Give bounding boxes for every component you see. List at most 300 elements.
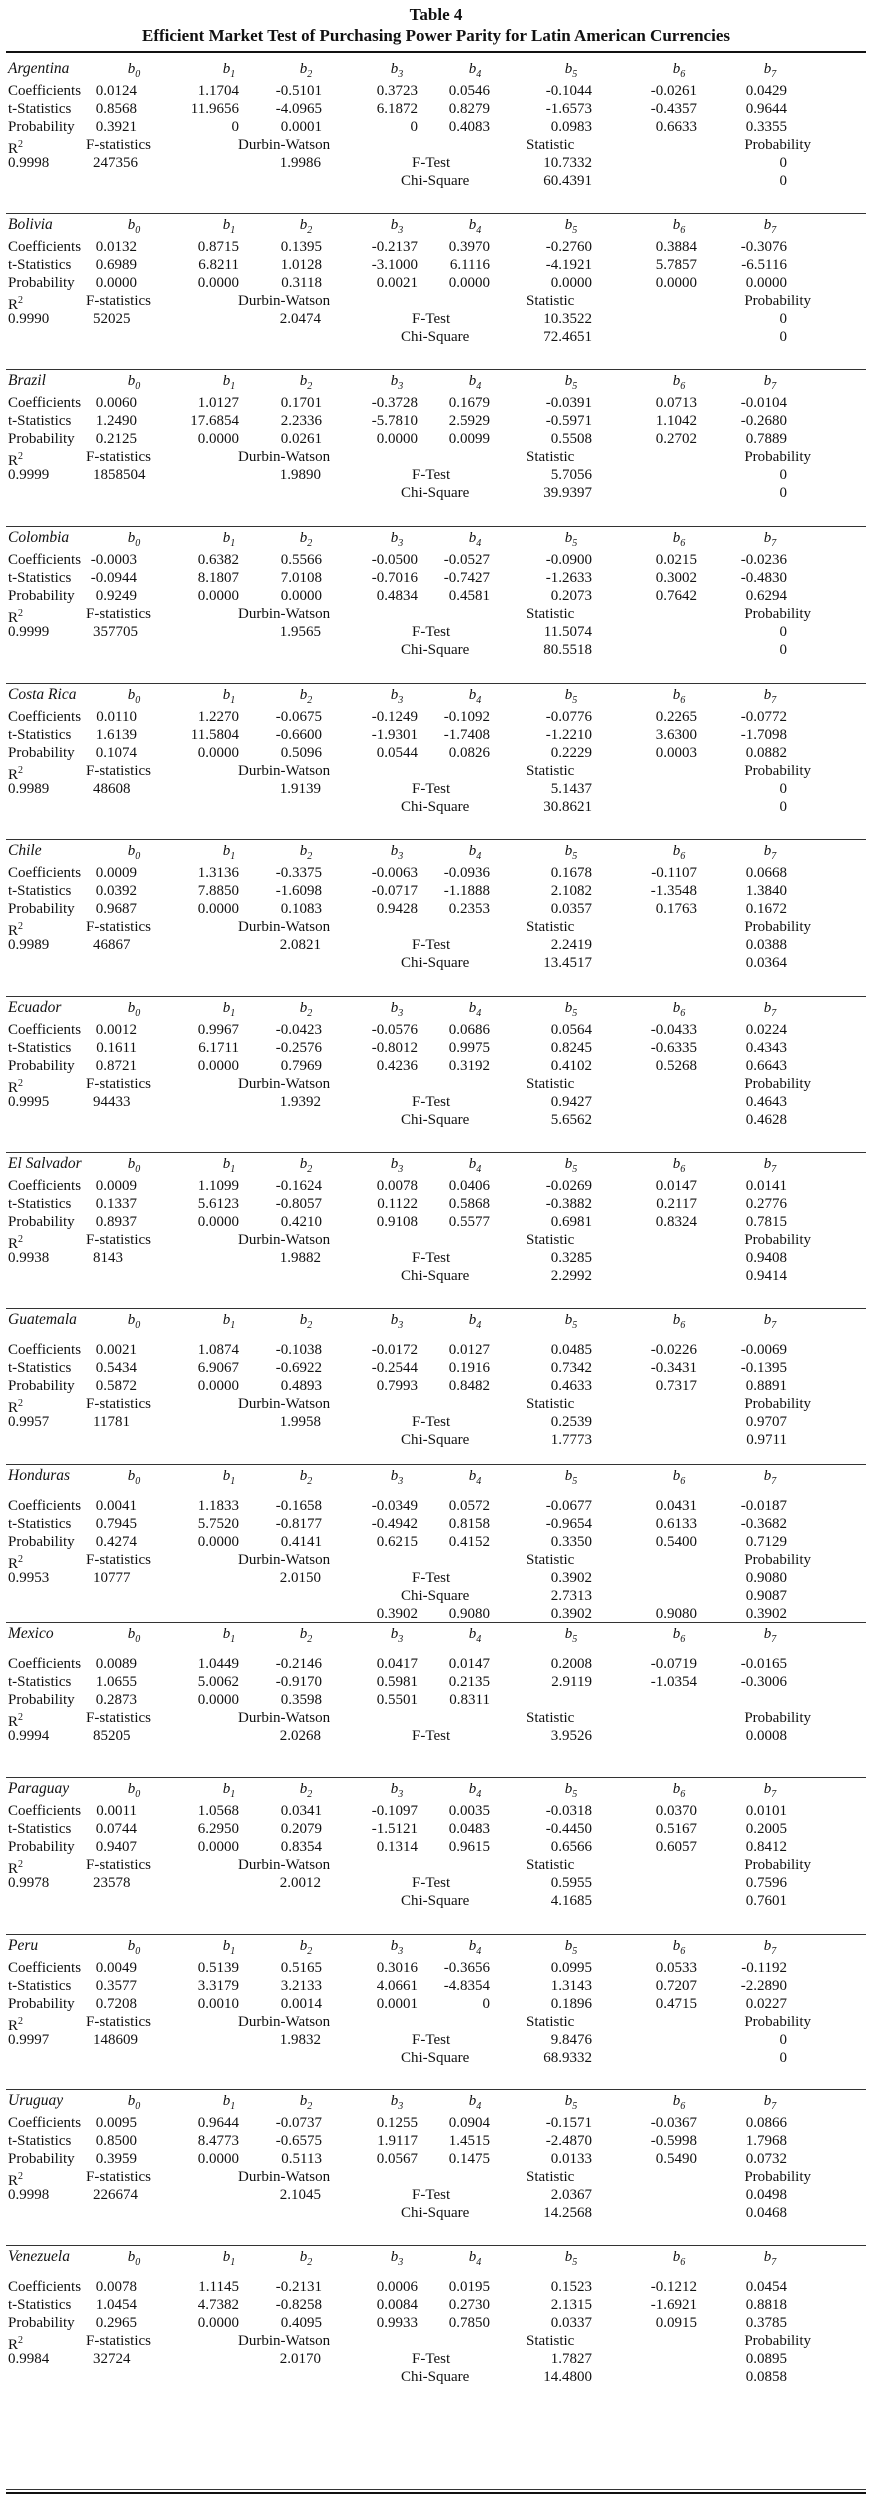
chi-square-label: Chi-Square: [401, 2050, 470, 2066]
probability-label: Probability: [744, 293, 811, 309]
header-b3: $b_3$: [390, 61, 404, 80]
value-cell: 0.0215: [655, 552, 697, 568]
header-b7: $b_7$: [763, 373, 777, 392]
value-cell: 0.9644: [197, 2115, 239, 2131]
chi-square-label: Chi-Square: [401, 173, 470, 189]
value-cell: 0.0021: [95, 1342, 137, 1358]
chi-square-row: [6, 798, 866, 816]
chi-square-probability: 0.9711: [746, 1432, 787, 1448]
r-squared-label: $R^2$: [8, 608, 24, 626]
statistic-label: Statistic: [526, 137, 575, 153]
value-cell: 0.8354: [280, 1839, 322, 1855]
summary-label-row: [6, 918, 866, 939]
value-cell: 0.4893: [280, 1378, 322, 1394]
durbin-watson-label: Durbin-Watson: [238, 1232, 331, 1248]
value-cell: 0.2776: [745, 1196, 787, 1212]
row-label: t-Statistics: [8, 570, 72, 586]
value-cell: 0.1395: [280, 239, 322, 255]
row-label: t-Statistics: [8, 727, 72, 743]
value-cell: 0.0012: [95, 1022, 137, 1038]
header-b5: $b_5$: [564, 2249, 578, 2268]
f-test-statistic: 2.0367: [550, 2187, 592, 2203]
value-cell: -2.2890: [740, 1978, 787, 1994]
value-cell: 3.2133: [280, 1978, 322, 1994]
summary-value-row: [6, 623, 866, 641]
chi-square-label: Chi-Square: [401, 1588, 470, 1604]
value-cell: -0.8012: [371, 1040, 418, 1056]
row-label: t-Statistics: [8, 1196, 72, 1212]
value-cell: 0.6989: [95, 257, 137, 273]
value-cell: 1.2270: [197, 709, 239, 725]
coefficients-row: [6, 238, 866, 256]
value-cell: 0.9975: [448, 1040, 490, 1056]
country-name: Paraguay: [8, 1780, 70, 1797]
row-label: Probability: [8, 2151, 75, 2167]
header-b6: $b_6$: [672, 1626, 686, 1645]
value-cell: -0.1192: [741, 1960, 787, 1976]
value-cell: 1.0568: [197, 1803, 239, 1819]
value-cell: 0.0485: [550, 1342, 592, 1358]
durbin-watson-label: Durbin-Watson: [238, 2169, 331, 2185]
country-name: Chile: [8, 842, 42, 859]
header-b4: $b_4$: [468, 1156, 482, 1175]
header-b4: $b_4$: [468, 1781, 482, 1800]
probability-label: Probability: [744, 919, 811, 935]
header-b1: $b_1$: [222, 530, 236, 549]
value-cell: -4.0965: [275, 101, 322, 117]
header-b4: $b_4$: [468, 217, 482, 236]
value-cell: 0.5165: [280, 1960, 322, 1976]
value-cell: 0.2008: [550, 1656, 592, 1672]
value-cell: 0.0078: [95, 2279, 137, 2295]
header-b0: $b_0$: [127, 530, 141, 549]
durbin-watson-label: Durbin-Watson: [238, 2014, 331, 2030]
chi-square-probability: 0.9414: [745, 1268, 787, 1284]
value-cell: -0.0165: [740, 1656, 787, 1672]
value-cell: 0.0006: [376, 2279, 418, 2295]
row-label: Coefficients: [8, 709, 82, 725]
value-cell: 0.4236: [376, 1058, 418, 1074]
header-b2: $b_2$: [299, 61, 313, 80]
f-test-probability: 0.7596: [745, 1875, 787, 1891]
value-cell: -0.3728: [371, 395, 418, 411]
durbin-watson-value: 2.0012: [279, 1875, 321, 1891]
value-cell: 0.1679: [448, 395, 490, 411]
statistic-label: Statistic: [526, 763, 575, 779]
f-test-statistic: 2.2419: [550, 937, 592, 953]
value-cell: 0.0147: [655, 1178, 697, 1194]
durbin-watson-value: 1.9986: [279, 155, 321, 171]
value-cell: 0.7342: [550, 1360, 592, 1376]
f-test-label: F-Test: [412, 781, 451, 797]
header-b5: $b_5$: [564, 687, 578, 706]
probability-row: [6, 430, 866, 448]
probability-label: Probability: [744, 2333, 811, 2349]
value-cell: 6.9067: [197, 1360, 239, 1376]
extra-value-cell: 0.3902: [376, 1606, 418, 1622]
header-b3: $b_3$: [390, 687, 404, 706]
value-cell: 0.2079: [280, 1821, 322, 1837]
value-cell: 0.7317: [655, 1378, 697, 1394]
chi-square-row: [6, 2368, 866, 2386]
summary-value-row: [6, 1249, 866, 1267]
value-cell: 0.2873: [95, 1692, 137, 1708]
row-label: Coefficients: [8, 2115, 82, 2131]
row-label: Coefficients: [8, 239, 82, 255]
chi-square-statistic: 1.7773: [550, 1432, 592, 1448]
value-cell: 0.0000: [197, 1058, 239, 1074]
value-cell: 0.1255: [376, 2115, 418, 2131]
value-cell: 0.0132: [95, 239, 137, 255]
value-cell: -0.0576: [371, 1022, 418, 1038]
f-test-statistic: 0.5955: [550, 1875, 592, 1891]
header-b3: $b_3$: [390, 2249, 404, 2268]
value-cell: 1.3136: [197, 865, 239, 881]
durbin-watson-label: Durbin-Watson: [238, 1710, 331, 1726]
value-cell: 0.0000: [280, 588, 322, 604]
value-cell: 0.0060: [95, 395, 137, 411]
value-cell: -0.3882: [545, 1196, 592, 1212]
durbin-watson-value: 2.1045: [279, 2187, 321, 2203]
header-b5: $b_5$: [564, 61, 578, 80]
value-cell: -0.0069: [740, 1342, 787, 1358]
chi-square-row: [6, 1431, 866, 1449]
durbin-watson-value: 1.9890: [279, 467, 321, 483]
value-cell: 0.0133: [550, 2151, 592, 2167]
f-test-probability: 0.0498: [745, 2187, 787, 2203]
value-cell: -0.0269: [545, 1178, 592, 1194]
header-b3: $b_3$: [390, 1156, 404, 1175]
value-cell: 17.6854: [190, 413, 239, 429]
value-cell: 2.9119: [551, 1674, 592, 1690]
value-cell: 0.0000: [197, 2151, 239, 2167]
value-cell: 0.8279: [448, 101, 490, 117]
r-squared-label: $R^2$: [8, 2171, 24, 2189]
row-label: Probability: [8, 1839, 75, 1855]
value-cell: 0.3598: [280, 1692, 322, 1708]
chi-square-statistic: 14.4800: [543, 2369, 592, 2385]
value-cell: 0.0001: [280, 119, 322, 135]
value-cell: 0.8311: [449, 1692, 490, 1708]
value-cell: -0.3656: [443, 1960, 490, 1976]
f-statistics-value: 23578: [93, 1875, 131, 1891]
summary-value-row: [6, 310, 866, 328]
r-squared-value: 0.9994: [8, 1728, 50, 1744]
coefficients-row: [6, 2114, 866, 2132]
value-cell: -0.0500: [371, 552, 418, 568]
chi-square-row: [6, 2049, 866, 2067]
value-cell: -0.0527: [443, 552, 490, 568]
chi-square-row: [6, 1111, 866, 1129]
chi-square-statistic: 39.9397: [543, 485, 592, 501]
coefficients-row: [6, 1021, 866, 1039]
value-cell: 0.0417: [376, 1656, 418, 1672]
country-name: Costa Rica: [8, 686, 77, 703]
coefficient-header-row: [6, 2248, 866, 2266]
value-cell: -0.0226: [650, 1342, 697, 1358]
value-cell: 7.8850: [197, 883, 239, 899]
value-cell: 0.9687: [95, 901, 137, 917]
value-cell: 4.0661: [376, 1978, 418, 1994]
f-statistics-value: 94433: [93, 1094, 131, 1110]
value-cell: 0.0546: [448, 83, 490, 99]
header-b2: $b_2$: [299, 1000, 313, 1019]
chi-square-label: Chi-Square: [401, 2205, 470, 2221]
f-statistics-label: F-statistics: [86, 2014, 152, 2030]
f-test-label: F-Test: [412, 1414, 451, 1430]
header-b7: $b_7$: [763, 1156, 777, 1175]
extra-values-row: [6, 1605, 866, 1623]
header-b4: $b_4$: [468, 1000, 482, 1019]
row-label: t-Statistics: [8, 2133, 72, 2149]
value-cell: 0.3723: [376, 83, 418, 99]
value-cell: 0.0000: [197, 745, 239, 761]
t-statistics-row: [6, 1195, 866, 1213]
value-cell: -0.7427: [443, 570, 490, 586]
value-cell: -0.6600: [275, 727, 322, 743]
value-cell: 0.0011: [96, 1803, 137, 1819]
value-cell: 1.0874: [197, 1342, 239, 1358]
value-cell: 0.0567: [376, 2151, 418, 2167]
value-cell: -0.9654: [545, 1516, 592, 1532]
chi-square-probability: 0.7601: [745, 1893, 787, 1909]
r-squared-value: 0.9998: [8, 155, 50, 171]
chi-square-statistic: 60.4391: [543, 173, 592, 189]
statistic-label: Statistic: [526, 293, 575, 309]
r-squared-value: 0.9984: [8, 2351, 50, 2367]
header-b5: $b_5$: [564, 1468, 578, 1487]
country-name: Brazil: [8, 372, 46, 389]
value-cell: 2.1082: [550, 883, 592, 899]
f-statistics-label: F-statistics: [86, 1076, 152, 1092]
value-cell: -0.4357: [650, 101, 697, 117]
value-cell: 0.0000: [197, 1214, 239, 1230]
probability-label: Probability: [744, 2169, 811, 2185]
value-cell: 0: [231, 119, 239, 135]
value-cell: 0.4834: [376, 588, 418, 604]
row-label: t-Statistics: [8, 1516, 72, 1532]
value-cell: 0.7969: [280, 1058, 322, 1074]
row-label: Coefficients: [8, 552, 82, 568]
country-name: Ecuador: [8, 999, 62, 1016]
f-test-label: F-Test: [412, 155, 451, 171]
header-b3: $b_3$: [390, 530, 404, 549]
value-cell: -0.1395: [740, 1360, 787, 1376]
summary-value-row: [6, 780, 866, 798]
header-b0: $b_0$: [127, 1156, 141, 1175]
row-label: Coefficients: [8, 1960, 82, 1976]
f-statistics-value: 10777: [93, 1570, 131, 1586]
row-label: Coefficients: [8, 1656, 82, 1672]
value-cell: 0.0000: [745, 275, 787, 291]
value-cell: -0.0172: [371, 1342, 418, 1358]
f-statistics-value: 32724: [93, 2351, 131, 2367]
coefficients-row: [6, 708, 866, 726]
row-label: t-Statistics: [8, 1674, 72, 1690]
f-statistics-value: 11781: [93, 1414, 130, 1430]
chi-square-statistic: 2.7313: [550, 1588, 592, 1604]
header-b1: $b_1$: [222, 1468, 236, 1487]
row-label: Coefficients: [8, 1342, 82, 1358]
header-b1: $b_1$: [222, 843, 236, 862]
probability-label: Probability: [744, 1857, 811, 1873]
header-b6: $b_6$: [672, 843, 686, 862]
f-test-statistic: 3.9526: [550, 1728, 592, 1744]
country-name: Mexico: [8, 1625, 54, 1642]
row-label: Probability: [8, 588, 75, 604]
row-label: t-Statistics: [8, 883, 72, 899]
chi-square-label: Chi-Square: [401, 1432, 470, 1448]
country-name: Honduras: [8, 1467, 71, 1484]
durbin-watson-label: Durbin-Watson: [238, 1076, 331, 1092]
value-cell: -0.0423: [275, 1022, 322, 1038]
f-test-label: F-Test: [412, 937, 451, 953]
value-cell: -0.0772: [740, 709, 787, 725]
value-cell: 0.0000: [197, 1534, 239, 1550]
value-cell: -1.3548: [650, 883, 697, 899]
probability-row: [6, 118, 866, 136]
value-cell: 0.7207: [655, 1978, 697, 1994]
value-cell: 0.5268: [655, 1058, 697, 1074]
value-cell: 0.9428: [376, 901, 418, 917]
probability-row: [6, 744, 866, 762]
header-b6: $b_6$: [672, 1781, 686, 1800]
value-cell: 0.8721: [95, 1058, 137, 1074]
value-cell: 0.0084: [376, 2297, 418, 2313]
value-cell: 6.1711: [198, 1040, 239, 1056]
chi-square-probability: 0: [779, 173, 787, 189]
header-b7: $b_7$: [763, 2249, 777, 2268]
value-cell: 0.9249: [95, 588, 137, 604]
value-cell: 0.0995: [550, 1960, 592, 1976]
durbin-watson-value: 2.0474: [279, 311, 321, 327]
header-b5: $b_5$: [564, 1000, 578, 1019]
section-divider: [6, 2489, 866, 2490]
value-cell: -0.2680: [740, 413, 787, 429]
durbin-watson-value: 1.9832: [279, 2032, 321, 2048]
f-test-probability: 0: [779, 467, 787, 483]
coefficient-header-row: [6, 529, 866, 547]
f-test-statistic: 0.3285: [550, 1250, 592, 1266]
value-cell: 0.9967: [197, 1022, 239, 1038]
header-b1: $b_1$: [222, 1156, 236, 1175]
value-cell: -0.0675: [275, 709, 322, 725]
chi-square-probability: 0: [779, 2050, 787, 2066]
value-cell: -0.1097: [371, 1803, 418, 1819]
country-name: Venezuela: [8, 2248, 70, 2265]
probability-row: [6, 1691, 866, 1709]
probability-row: [6, 1213, 866, 1231]
value-cell: -0.8177: [275, 1516, 322, 1532]
table-number: Table 4: [409, 5, 463, 24]
chi-square-row: [6, 641, 866, 659]
row-label: Probability: [8, 901, 75, 917]
value-cell: 0.2702: [655, 431, 697, 447]
value-cell: 0.4274: [95, 1534, 137, 1550]
header-b5: $b_5$: [564, 373, 578, 392]
f-statistics-label: F-statistics: [86, 1710, 152, 1726]
value-cell: -0.1212: [650, 2279, 697, 2295]
value-cell: 0.2353: [448, 901, 490, 917]
statistic-label: Statistic: [526, 919, 575, 935]
value-cell: 0.0227: [745, 1996, 787, 2012]
row-label: Coefficients: [8, 1803, 82, 1819]
value-cell: 0.4102: [550, 1058, 592, 1074]
value-cell: -0.4450: [545, 1821, 592, 1837]
value-cell: 0.0000: [376, 431, 418, 447]
coefficient-header-row: [6, 216, 866, 234]
f-test-probability: 0.4643: [745, 1094, 787, 1110]
summary-label-row: [6, 2168, 866, 2189]
chi-square-statistic: 13.4517: [543, 955, 592, 971]
summary-label-row: [6, 2013, 866, 2034]
chi-square-probability: 0.0858: [745, 2369, 787, 2385]
header-b6: $b_6$: [672, 1468, 686, 1487]
value-cell: -1.6573: [545, 101, 592, 117]
value-cell: 0.0089: [95, 1656, 137, 1672]
f-statistics-value: 148609: [93, 2032, 138, 2048]
value-cell: 1.7968: [745, 2133, 787, 2149]
t-statistics-row: [6, 1977, 866, 1995]
value-cell: 0.8500: [95, 2133, 137, 2149]
country-block: [6, 1465, 866, 1623]
summary-label-row: [6, 2332, 866, 2353]
country-block: [6, 840, 866, 997]
value-cell: 0.9615: [448, 1839, 490, 1855]
f-test-statistic: 5.7056: [550, 467, 592, 483]
value-cell: 0.0732: [745, 2151, 787, 2167]
value-cell: -0.0936: [443, 865, 490, 881]
value-cell: -0.0717: [371, 883, 418, 899]
row-label: Probability: [8, 1692, 75, 1708]
header-b1: $b_1$: [222, 687, 236, 706]
value-cell: 0.0261: [280, 431, 322, 447]
value-cell: 0.7993: [376, 1378, 418, 1394]
header-b4: $b_4$: [468, 2249, 482, 2268]
statistic-label: Statistic: [526, 2333, 575, 2349]
statistic-label: Statistic: [526, 2169, 575, 2185]
header-b6: $b_6$: [672, 2249, 686, 2268]
durbin-watson-label: Durbin-Watson: [238, 763, 331, 779]
value-cell: -0.3006: [740, 1674, 787, 1690]
value-cell: 0.1083: [280, 901, 322, 917]
chi-square-probability: 0: [779, 485, 787, 501]
value-cell: -0.0776: [545, 709, 592, 725]
f-test-label: F-Test: [412, 2351, 451, 2367]
header-b2: $b_2$: [299, 1781, 313, 1800]
value-cell: 0.7642: [655, 588, 697, 604]
value-cell: -1.2210: [545, 727, 592, 743]
summary-label-row: [6, 1856, 866, 1877]
r-squared-label: $R^2$: [8, 451, 24, 469]
f-statistics-label: F-statistics: [86, 606, 152, 622]
r-squared-label: $R^2$: [8, 2016, 24, 2034]
header-b6: $b_6$: [672, 61, 686, 80]
value-cell: -0.1571: [545, 2115, 592, 2131]
value-cell: 0.0000: [197, 1839, 239, 1855]
row-label: t-Statistics: [8, 413, 72, 429]
value-cell: -1.6098: [275, 883, 322, 899]
chi-square-row: [6, 172, 866, 190]
header-b5: $b_5$: [564, 530, 578, 549]
value-cell: 0.5167: [655, 1821, 697, 1837]
r-squared-label: $R^2$: [8, 139, 24, 157]
f-test-probability: 0.0388: [745, 937, 787, 953]
row-label: Probability: [8, 431, 75, 447]
value-cell: 0.0000: [197, 275, 239, 291]
t-statistics-row: [6, 2296, 866, 2314]
value-cell: 1.3840: [745, 883, 787, 899]
